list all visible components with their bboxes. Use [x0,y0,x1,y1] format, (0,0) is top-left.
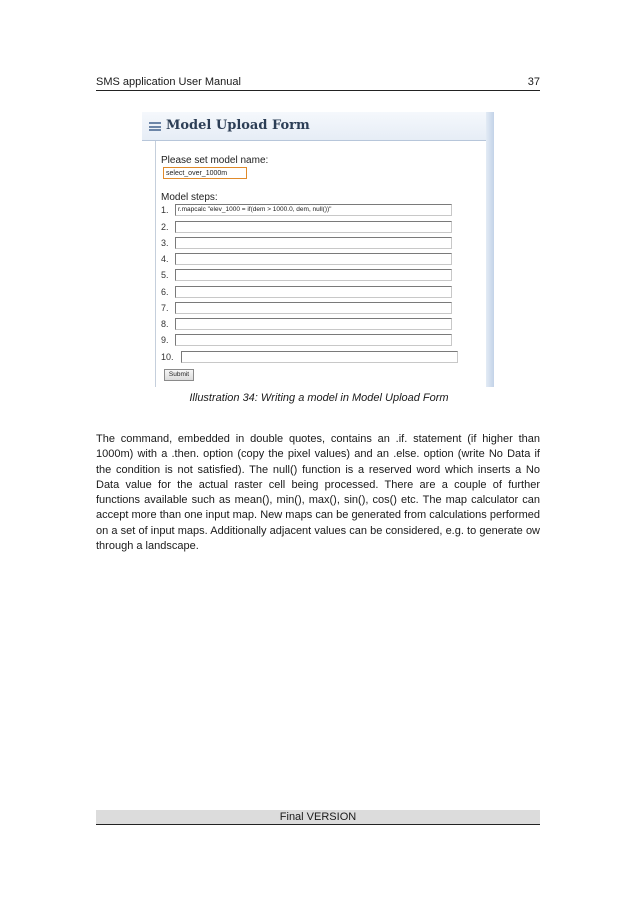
model-step-input[interactable] [181,351,458,363]
model-name-label: Please set model name: [161,155,269,166]
body-paragraph: The command, embedded in double quotes, contains an .if. statement (if higher than 1000m) with a .then. option (copy the pixel values) and an .else. option (write No Data if the condition is not satisfied). The null() function is a reserved word which inserts a No Data value for the actual raster cell being processed. There are a couple of further functions available such as mean(), min(), max(), sin(), cos() etc. The map calculator can accept more than one input map. New maps can be generated from calculations performed on a set of input maps. Additionally adjacent values can be considered, e.g. to generate ow through a landscape. [96,433,540,553]
step-number: 2. [161,222,169,232]
model-step-input[interactable] [175,286,452,298]
submit-button[interactable]: Submit [164,369,194,381]
model-name-input[interactable]: select_over_1000m [163,167,247,179]
step-number: 8. [161,319,169,329]
form-body [142,141,486,387]
model-step-input[interactable] [175,302,452,314]
illustration-caption: Illustration 34: Writing a model in Model Upload Form [189,392,449,404]
step-number: 7. [161,303,169,313]
model-step-input[interactable] [175,269,452,281]
step-number: 6. [161,287,169,297]
form-divider [155,141,156,387]
panel-edge [486,112,494,387]
menu-icon[interactable] [149,122,161,131]
manual-title: SMS application User Manual [96,76,241,88]
step-number: 5. [161,270,169,280]
form-title: Model Upload Form [166,118,310,133]
form-header [142,112,486,141]
model-step-input[interactable] [175,318,452,330]
model-upload-form-screenshot [142,112,494,387]
step-number: 4. [161,254,169,264]
model-step-input[interactable]: r.mapcalc "elev_1000 = if(dem > 1000.0, dem, null())" [175,204,452,216]
model-step-input[interactable] [175,253,452,265]
step-number: 1. [161,205,169,215]
step-number: 10. [161,352,174,362]
page-footer: Final VERSION [96,810,540,825]
page-number: 37 [527,76,540,88]
step-number: 3. [161,238,169,248]
step-number: 9. [161,335,169,345]
model-steps-label: Model steps: [161,192,218,203]
page-header [96,76,540,91]
model-step-input[interactable] [175,334,452,346]
model-step-input[interactable] [175,237,452,249]
model-step-input[interactable] [175,221,452,233]
